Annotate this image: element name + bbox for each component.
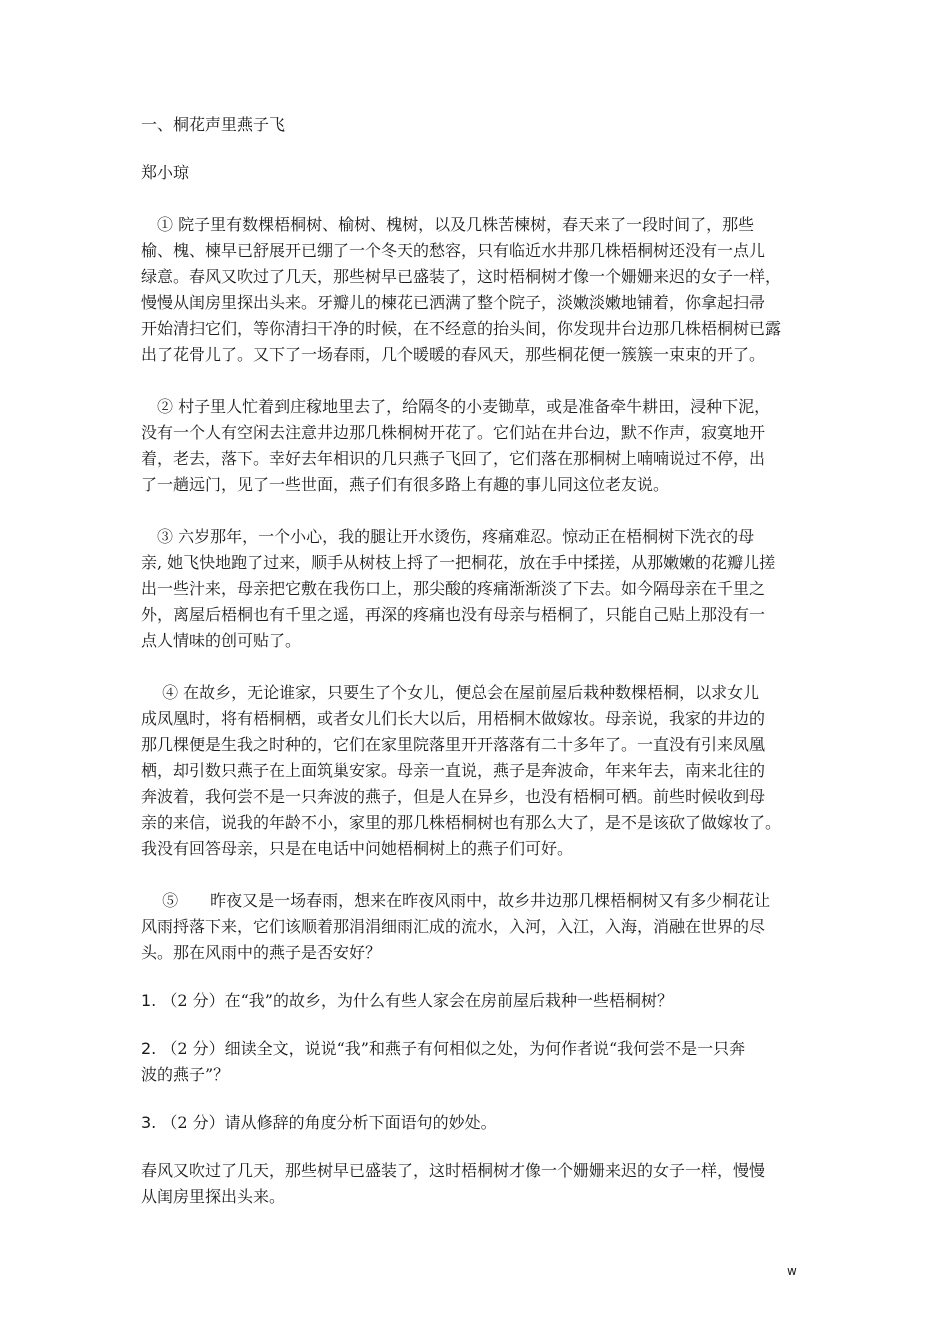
- question-number: 2.: [141, 1039, 157, 1058]
- quote-line: 春风又吹过了几天，那些树早已盛装了，这时梧桐树才像一个姗姗来迟的女子一样，慢慢: [141, 1161, 766, 1180]
- paragraph-line: 栖，却引数只燕子在上面筑巢安家。母亲一直说，燕子是奔波命，年来年去，南来北往的: [141, 761, 766, 780]
- paragraph-line: 风雨捋落下来，它们该顺着那涓涓细雨汇成的流水，入河，入江，入海，消融在世界的尽: [141, 917, 766, 936]
- paragraph-line: 没有一个人有空闲去注意井边那几株桐树开花了。它们站在井台边，默不作声，寂寞地开: [141, 423, 766, 442]
- paragraph-line: ③ 六岁那年，一个小心，我的腿让开水烫伤，疼痛难忍。惊动正在梧桐树下洗衣的母: [141, 527, 755, 546]
- paragraph-line: 出了花骨儿了。又下了一场春雨，几个暖暖的春风天，那些桐花便一簇簇一束束的开了。: [141, 345, 766, 364]
- paragraph-line: 我没有回答母亲，只是在电话中问她梧桐树上的燕子们可好。: [141, 839, 574, 858]
- paragraph-line: 榆、槐、楝早已舒展开已绷了一个冬天的愁容，只有临近水井那几株梧桐树还没有一点儿: [141, 241, 766, 260]
- paragraph-line: 出一些汁来，母亲把它敷在我伤口上，那尖酸的疼痛渐渐淡了下去。如今隔母亲在千里之: [141, 579, 766, 598]
- paragraph-line: ④ 在故乡，无论谁家，只要生了个女儿，便总会在屋前屋后栽种数棵梧桐，以求女儿: [141, 683, 760, 702]
- paragraph-line: 慢慢从闺房里探出头来。牙瓣儿的楝花已洒满了整个院子，淡嫩淡嫩地铺着，你拿起扫帚: [141, 293, 766, 312]
- paragraph-3: [141, 524, 813, 654]
- quoted-passage: [141, 1158, 813, 1210]
- paragraph-line: ① 院子里有数棵梧桐树、榆树、槐树，以及几株苦楝树，春天来了一段时间了，那些: [141, 215, 755, 234]
- paragraph-5: [141, 888, 813, 966]
- question-line: [141, 988, 813, 1014]
- paragraph-line: 开始清扫它们，等你清扫干净的时候，在不经意的抬头间，你发现井台边那几株梧桐树已露: [141, 319, 782, 338]
- page-footer-mark: w: [787, 1264, 797, 1278]
- document-page: [141, 112, 813, 1210]
- paragraph-line: 了一趟远门，见了一些世面，燕子们有很多路上有趣的事儿同这位老友说。: [141, 475, 670, 494]
- paragraph-line: 亲的来信，说我的年龄不小，家里的那几株梧桐树也有那么大了，是不是该砍了做嫁妆了。: [141, 813, 782, 832]
- paragraph-1: [141, 212, 813, 368]
- question-number: 1.: [141, 991, 157, 1010]
- question-2: [141, 1036, 813, 1088]
- question-3: [141, 1110, 813, 1136]
- paragraph-4: [141, 680, 813, 862]
- paragraph-line: 头。那在风雨中的燕子是否安好？: [141, 943, 382, 962]
- question-1: [141, 988, 813, 1014]
- paragraph-line: 绿意。春风又吹过了几天，那些树早已盛装了，这时梧桐树才像一个姗姗来迟的女子一样，: [141, 267, 782, 286]
- question-text: （2 分）细读全文，说说“我”和燕子有何相似之处，为何作者说“我何尝不是一只奔: [161, 1039, 746, 1058]
- quote-line: 从闺房里探出头来。: [141, 1187, 286, 1206]
- question-number: 3.: [141, 1113, 157, 1132]
- question-line: [141, 1110, 813, 1136]
- question-text: （2 分）在“我”的故乡，为什么有些人家会在房前屋后栽种一些梧桐树？: [161, 991, 673, 1010]
- article-title: 一、桐花声里燕子飞: [141, 115, 286, 134]
- paragraph-line: 亲, 她飞快地跑了过来，顺手从树枝上捋了一把桐花，放在手中揉搓，从那嫩嫩的花瓣儿搓: [141, 553, 776, 572]
- question-text: （2 分）请从修辞的角度分析下面语句的妙处。: [161, 1113, 497, 1132]
- article-author: 郑小琼: [141, 163, 190, 182]
- paragraph-line: 点人情味的创可贴了。: [141, 631, 302, 650]
- question-line: [141, 1036, 813, 1062]
- paragraph-line: 成凤凰时，将有梧桐栖，或者女儿们长大以后，用梧桐木做嫁妆。母亲说，我家的井边的: [141, 709, 766, 728]
- paragraph-2: [141, 394, 813, 498]
- question-line: 波的燕子”？: [141, 1065, 230, 1084]
- paragraph-line: 奔波着，我何尝不是一只奔波的燕子，但是人在异乡，也没有梧桐可栖。前些时候收到母: [141, 787, 766, 806]
- paragraph-line: 着，老去，落下。幸好去年相识的几只燕子飞回了，它们落在那桐树上喃喃说过不停，出: [141, 449, 766, 468]
- paragraph-line: 那几棵便是生我之时种的，它们在家里院落里开开落落有二十多年了。一直没有引来凤凰: [141, 735, 766, 754]
- paragraph-line: ⑤ 昨夜又是一场春雨，想来在昨夜风雨中，故乡井边那几棵梧桐树又有多少桐花让: [141, 891, 771, 910]
- paragraph-line: ② 村子里人忙着到庄稼地里去了，给隔冬的小麦锄草，或是准备牵牛耕田，浸种下泥，: [141, 397, 771, 416]
- paragraph-line: 外，离屋后梧桐也有千里之遥，再深的疼痛也没有母亲与梧桐了，只能自己贴上那没有一: [141, 605, 766, 624]
